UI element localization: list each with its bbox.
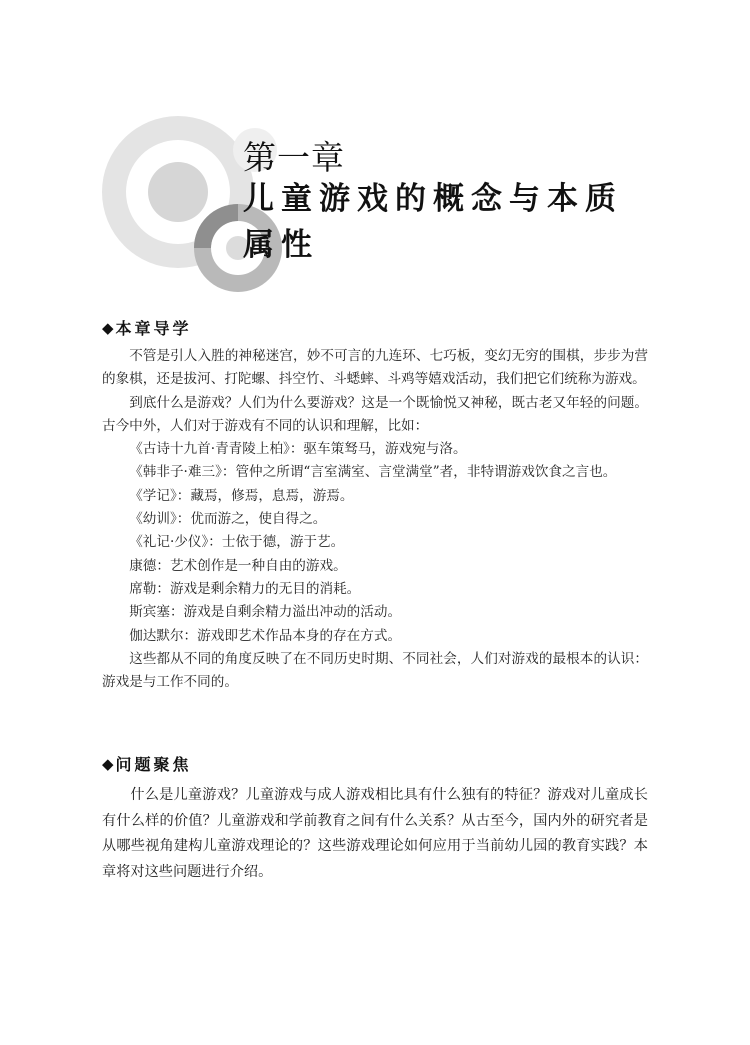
- section-heading-intro-label: 本章导学: [115, 319, 192, 338]
- quote-line: 《幼训》：优而游之，使自得之。: [129, 511, 327, 528]
- chapter-title-line-1: 儿童游戏的概念与本质: [243, 181, 623, 217]
- quote-line: 康德：艺术创作是一种自由的游戏。: [129, 557, 347, 574]
- diamond-bullet-icon: ◆: [102, 754, 114, 773]
- quote-line: 斯宾塞：游戏是自剩余精力溢出冲动的活动。: [129, 604, 402, 621]
- intro-paragraph: 不管是引人入胜的神秘迷宫，妙不可言的九连环、七巧板，变幻无穷的围棋，步步为营的象棋，还是拔河、打陀螺、抖空竹、斗蟋蟀、斗鸡等嬉戏活动，我们把它们统称为游戏。: [102, 348, 648, 388]
- quote-line: 《韩非子·难三》：管仲之所谓“言室满室、言堂满堂”者，非特谓游戏饮食之言也。: [129, 464, 617, 481]
- intro-paragraph: 这些都从不同的角度反映了在不同历史时期、不同社会，人们对游戏的最根本的认识：游戏是与工作不同的。: [102, 650, 648, 691]
- section-heading-intro: [102, 316, 192, 339]
- quote-line: 席勒：游戏是剩余精力的无目的消耗。: [129, 580, 361, 597]
- focus-paragraph: 什么是儿童游戏？儿童游戏与成人游戏相比具有什么独有的特征？游戏对儿童成长有什么样的价值？儿童游戏和学前教育之间有什么关系？从古至今，国内外的研究者是从哪些视角建构儿童游戏理论的？这些游戏理论如何应用于当前幼儿园的教育实践？本章将对这些问题进行介绍。: [102, 787, 648, 880]
- section-heading-focus-label: 问题聚焦: [115, 755, 192, 774]
- quote-line: 《学记》：藏焉，修焉，息焉，游焉。: [129, 487, 354, 504]
- chapter-title-line-2: 属性: [243, 227, 319, 263]
- diamond-bullet-icon: ◆: [102, 318, 114, 337]
- quote-line: 伽达默尔：游戏即艺术作品本身的存在方式。: [129, 627, 402, 644]
- intro-paragraph: 到底什么是游戏？人们为什么要游戏？这是一个既愉悦又神秘，既古老又年轻的问题。古今中外，人们对于游戏有不同的认识和理解，比如：: [102, 394, 648, 434]
- chapter-number: 第一章: [243, 138, 345, 177]
- intro-body: [102, 345, 648, 694]
- chapter-title: [243, 176, 663, 268]
- section-heading-focus: [102, 752, 192, 775]
- quote-line: 《古诗十九首·青青陵上柏》：驱车策驽马，游戏宛与洛。: [129, 441, 467, 458]
- focus-body: [102, 783, 648, 885]
- quote-line: 《礼记·少仪》：士依于德，游于艺。: [129, 534, 345, 551]
